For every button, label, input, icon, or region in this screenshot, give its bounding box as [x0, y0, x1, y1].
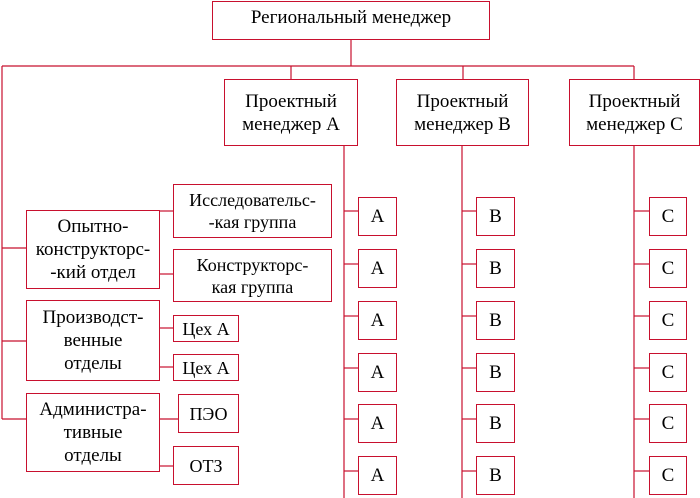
department-box-administrative: Администра- тивные отделы: [26, 393, 160, 472]
department-box-rnd: Опытно- конструкторс- -кий отдел: [26, 210, 160, 289]
project-item-b: B: [476, 404, 515, 443]
project-item-c: C: [649, 301, 687, 340]
project-item-c: C: [649, 353, 687, 392]
regional-manager-box: Региональный менеджер: [212, 1, 490, 40]
group-box-workshop-1: Цех А: [173, 315, 239, 342]
project-item-a: A: [358, 404, 397, 443]
group-box-workshop-2: Цех А: [173, 354, 239, 381]
project-item-a: A: [358, 197, 397, 236]
project-item-c: C: [649, 249, 687, 288]
project-item-a: A: [358, 301, 397, 340]
project-item-b: B: [476, 197, 515, 236]
department-box-production: Производст- венные отделы: [26, 300, 160, 381]
project-item-c: C: [649, 404, 687, 443]
group-box-otz: ОТЗ: [173, 446, 239, 485]
group-box-peo: ПЭО: [178, 394, 239, 433]
project-item-c: C: [649, 197, 687, 236]
project-manager-a-box: Проектный менеджер A: [224, 79, 358, 146]
project-item-b: B: [476, 353, 515, 392]
group-box-research: Исследовательс- -кая группа: [173, 184, 332, 238]
project-manager-c-box: Проектный менеджер C: [569, 79, 700, 146]
project-item-b: B: [476, 249, 515, 288]
project-manager-b-box: Проектный менеджер B: [396, 79, 529, 146]
project-item-a: A: [358, 456, 397, 495]
group-box-design: Конструкторс- кая группа: [173, 249, 332, 302]
project-item-b: B: [476, 301, 515, 340]
project-item-b: B: [476, 456, 515, 495]
project-item-a: A: [358, 249, 397, 288]
project-item-a: A: [358, 353, 397, 392]
project-item-c: C: [649, 456, 687, 495]
